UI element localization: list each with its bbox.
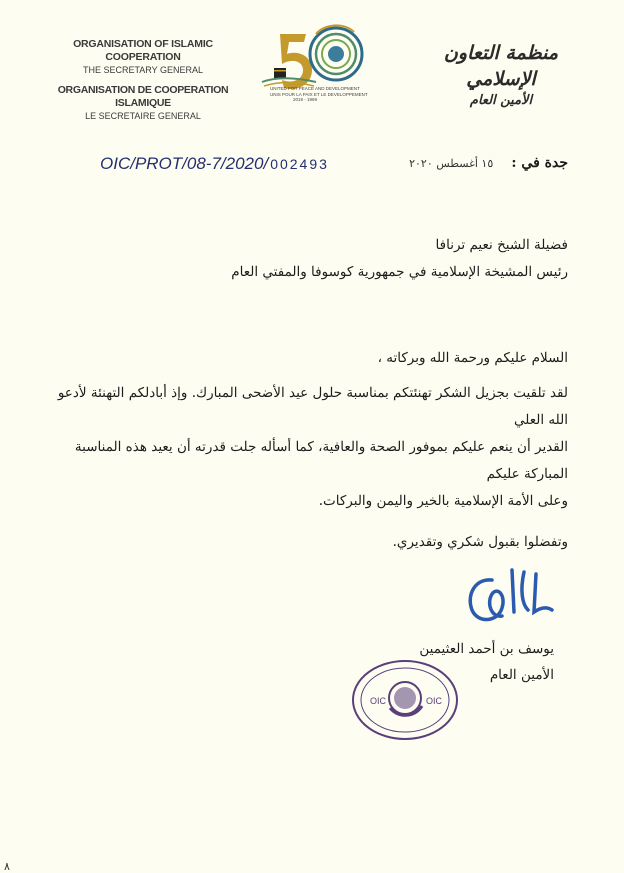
title-arabic: الأمين العام: [469, 93, 533, 108]
logo-tagline-en: UNITED FOR PEACE AND DEVELOPMENT: [270, 86, 360, 91]
title-french: LE SECRETAIRE GENERAL: [85, 111, 201, 121]
paragraph-line: القدير أن ينعم عليكم بموفور الصحة والعافية، كما أسأله جلت قدرته أن يعيد هذه المناسبة المباركة عليكم: [74, 439, 568, 482]
org-name-english: ORGANISATION OF ISLAMIC COOPERATION: [73, 38, 213, 63]
reference-number: [100, 154, 329, 174]
closing-line: وتفضلوا بقبول شكري وتقديري.: [392, 534, 568, 550]
logo-tagline-fr: UNIS POUR LA PAIX ET LE DEVELOPPEMENT: [270, 91, 368, 97]
addressee-title: رئيس المشيخة الإسلامية في جمهورية كوسوفا والمفتي العام: [231, 264, 568, 280]
stamp-text-right: OIC: [426, 696, 443, 706]
addressee-name: فضيلة الشيخ نعيم ترنافا: [435, 237, 568, 253]
reference-serial: 002493: [270, 156, 329, 172]
org-name-french: ORGANISATION DE COOPERATION ISLAMIQUE: [57, 84, 229, 109]
logo-years: 2019 - 1969: [292, 97, 318, 102]
paragraph-line: وعلى الأمة الإسلامية بالخير واليمن والبركات.: [318, 493, 568, 509]
handwritten-signature-icon: [458, 560, 558, 630]
logo-tagline: [270, 86, 368, 103]
letter-body: [38, 345, 568, 556]
letter-date: [409, 155, 568, 171]
letterhead-arabic: [426, 40, 576, 110]
addressee-block: [48, 232, 568, 286]
anniversary-emblem-icon: [258, 12, 368, 122]
date-label: جدة في :: [511, 155, 568, 171]
official-stamp-icon: [350, 658, 460, 742]
signatory-title: الأمين العام: [489, 667, 554, 683]
date-value: ١٥ أغسطس ٢٠٢٠: [409, 157, 494, 170]
paragraph-line: لقد تلقيت بجزيل الشكر تهنئتكم بمناسبة حلول عيد الأضحى المبارك. وإذ أبادلكم التهنئة لأدعو الله العلي: [57, 385, 568, 428]
signatory-name: يوسف بن أحمد العثيمين: [419, 641, 554, 657]
title-english: THE SECRETARY GENERAL: [82, 65, 204, 75]
letterhead-latin: [48, 38, 238, 122]
reference-prefix: OIC/PROT/08-7/2020/: [100, 154, 269, 173]
oic-50th-anniversary-logo: [258, 12, 368, 122]
greeting: السلام عليكم ورحمة الله وبركاته ،: [377, 350, 568, 366]
corner-mark: ٨: [4, 860, 10, 873]
org-name-arabic: منظمة التعاون الإسلامي: [443, 42, 559, 90]
stamp-text-left: OIC: [370, 696, 387, 706]
